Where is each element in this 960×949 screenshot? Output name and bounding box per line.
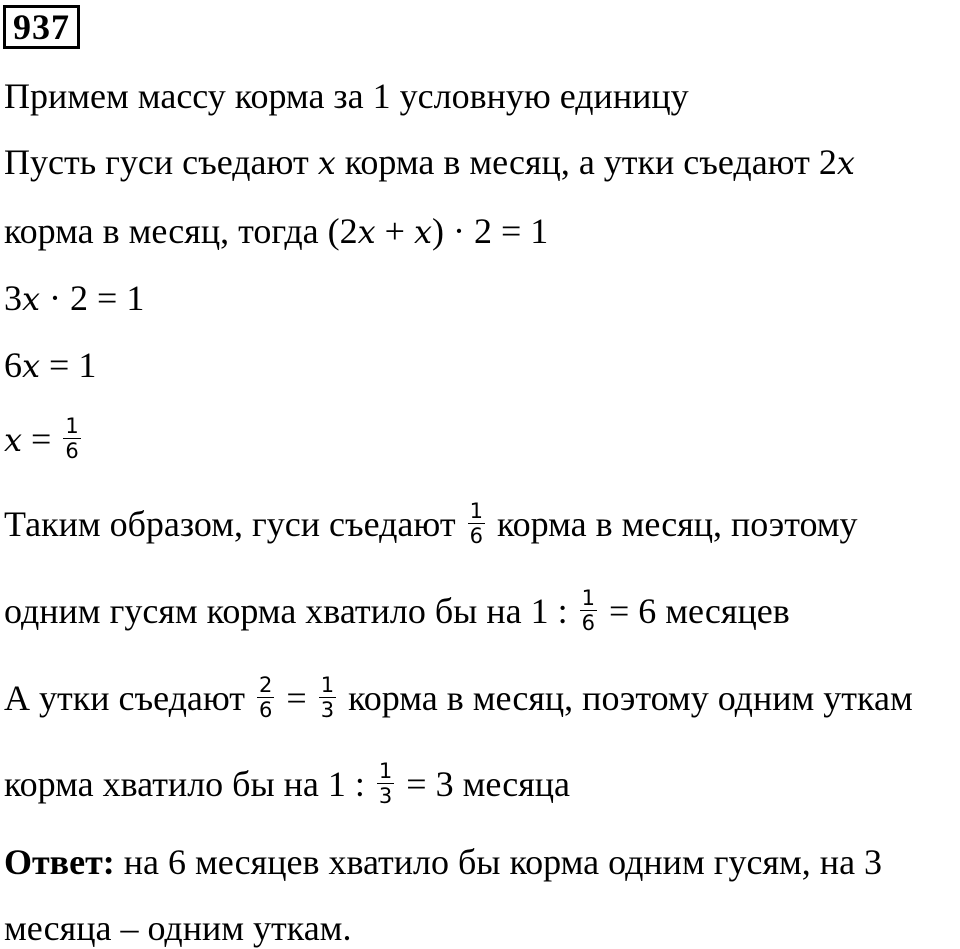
line-7-text-b: корма в месяц, поэтому xyxy=(487,503,858,544)
line-8-text-a: одним гусям корма хватило бы на 1 : xyxy=(4,590,577,631)
variable-x: x xyxy=(357,213,376,251)
text-line-1 xyxy=(4,76,689,116)
line-2-text-a: Пусть гуси съедают xyxy=(4,142,318,182)
variable-x: x xyxy=(22,280,41,318)
equation-line-5 xyxy=(4,345,96,386)
text-line-7 xyxy=(4,499,858,552)
problem-number-badge: 937 xyxy=(3,5,80,49)
fraction-denominator: 6 xyxy=(581,611,595,635)
fraction-numerator: 1 xyxy=(65,414,79,438)
fraction-numerator: 1 xyxy=(469,499,483,523)
fraction xyxy=(257,673,274,722)
answer-text: на 6 месяцев хватило бы корма одним гусям, на 3 xyxy=(114,842,883,882)
fraction-numerator: 2 xyxy=(259,673,273,697)
equation-line-6 xyxy=(4,414,84,467)
text-line-2 xyxy=(4,142,855,183)
equation-rest: = 1 xyxy=(40,345,97,385)
text-line-9 xyxy=(4,673,913,726)
fraction-numerator: 1 xyxy=(378,759,393,783)
line-10-text-a: корма хватило бы на 1 : xyxy=(4,763,374,804)
fraction-denominator: 3 xyxy=(320,698,335,722)
fraction-denominator: 3 xyxy=(378,784,393,808)
fraction xyxy=(63,414,80,463)
equals-sign: = xyxy=(22,418,61,459)
variable-x: x xyxy=(317,144,336,182)
line-9-text-a: А утки съедают xyxy=(4,677,255,718)
fraction xyxy=(319,673,336,722)
text-line-10 xyxy=(4,759,571,812)
equation-line-4 xyxy=(4,278,144,319)
answer-label: Ответ: xyxy=(4,842,115,882)
line-3-text-c: ) · 2 = 1 xyxy=(432,211,549,251)
coefficient: 3 xyxy=(4,278,22,318)
fraction-denominator: 6 xyxy=(65,439,79,463)
line-10-text-b: = 3 месяца xyxy=(397,763,571,804)
variable-x: x xyxy=(413,213,433,251)
answer-continuation-text: месяца – одним уткам. xyxy=(4,908,352,948)
text-line-3 xyxy=(4,211,548,252)
variable-x: x xyxy=(4,420,23,459)
line-9-text-b: корма в месяц, поэтому одним уткам xyxy=(339,677,913,718)
coefficient: 6 xyxy=(4,345,22,385)
answer-line xyxy=(4,842,882,882)
line-3-text-b: + xyxy=(375,211,414,251)
line-2-text-b: корма в месяц, а утки съедают 2 xyxy=(335,142,837,182)
fraction-denominator: 6 xyxy=(469,524,483,548)
equation-rest: · 2 = 1 xyxy=(40,278,145,318)
fraction-denominator: 6 xyxy=(259,698,273,722)
variable-x: x xyxy=(836,144,855,182)
fraction-numerator: 1 xyxy=(581,586,595,610)
answer-continuation xyxy=(4,908,351,948)
fraction-numerator: 1 xyxy=(320,673,335,697)
line-7-text-a: Таким образом, гуси съедают xyxy=(4,503,465,544)
variable-x: x xyxy=(22,347,41,385)
fraction xyxy=(377,759,394,808)
equals-sign: = xyxy=(277,677,316,718)
line-3-text-a: корма в месяц, тогда (2 xyxy=(4,211,358,251)
line-1-text: Примем массу корма за 1 условную единицу xyxy=(4,76,689,116)
fraction xyxy=(580,586,597,635)
text-line-8 xyxy=(4,586,790,639)
line-8-text-b: = 6 месяцев xyxy=(599,590,790,631)
fraction xyxy=(468,499,485,548)
